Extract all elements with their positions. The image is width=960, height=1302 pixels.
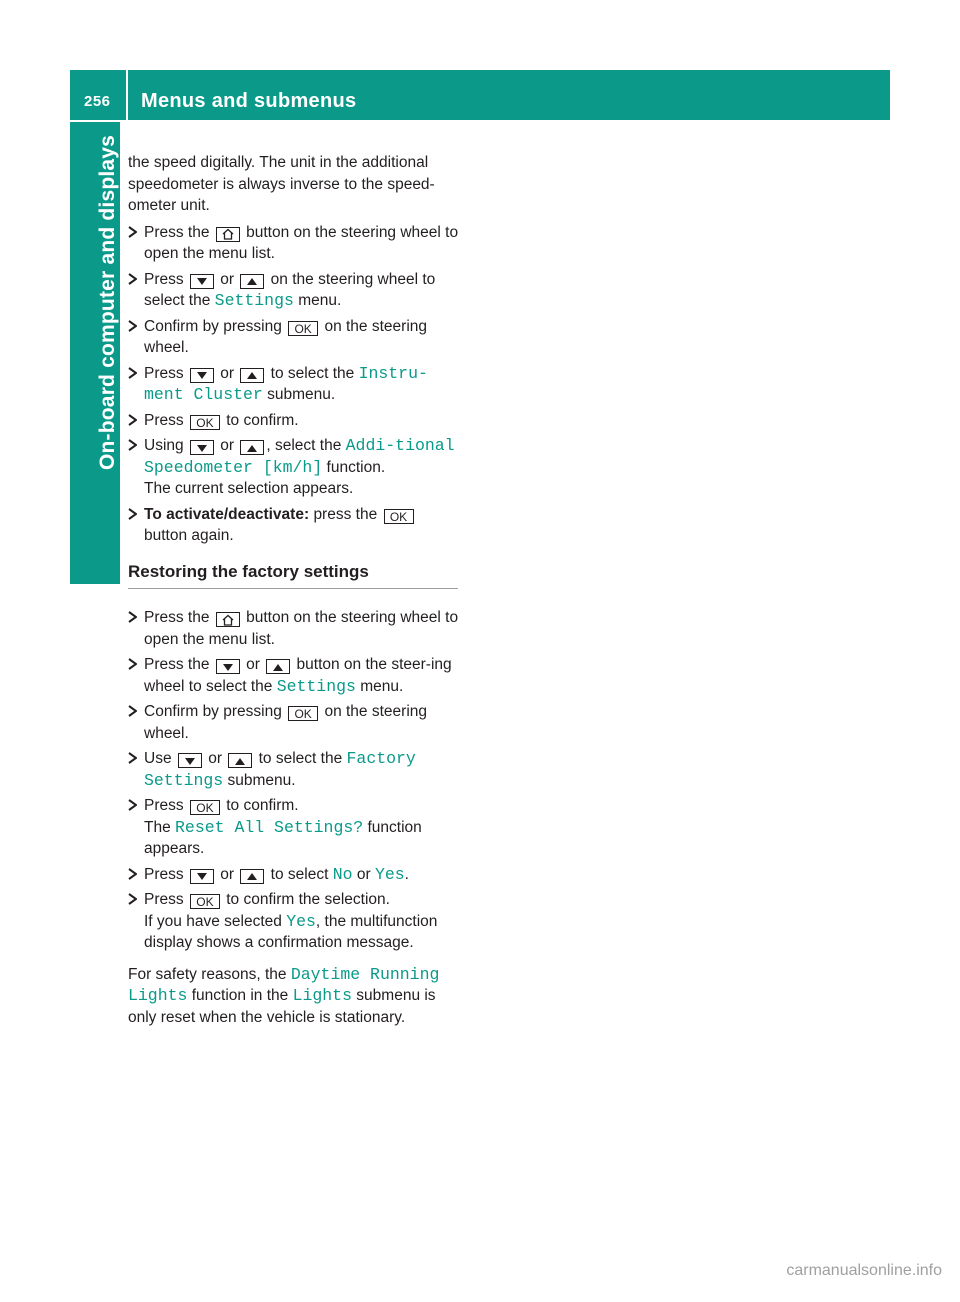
side-tab-label: On-board computer and displays — [96, 134, 119, 470]
up-arrow-icon — [240, 274, 264, 289]
option-no: No — [332, 864, 353, 884]
footer-note: For safety reasons, the Daytime Running Lights function in the Lights submenu is only reset when the vehicle is stationary. — [128, 964, 440, 1026]
down-arrow-icon — [190, 274, 214, 289]
up-arrow-icon — [240, 869, 264, 884]
ok-key: OK — [288, 321, 318, 336]
step-arrow-icon — [128, 797, 137, 813]
step-arrow-icon — [128, 750, 137, 766]
page-number: 256 — [84, 93, 111, 110]
option-yes: Yes — [286, 911, 316, 931]
watermark: carmanualsonline.info — [786, 1262, 942, 1279]
function-reset-all: Reset All Settings? — [175, 817, 364, 837]
list-item: Press the button on the steering wheel to open the menu list. — [128, 222, 462, 265]
function-daytime-running-lights: Daytime Running Lights — [128, 964, 440, 1005]
ok-key: OK — [288, 706, 318, 721]
down-arrow-icon — [178, 753, 202, 768]
list-item: Confirm by pressing OK on the steering wheel. — [128, 316, 462, 359]
step-arrow-icon — [128, 412, 137, 428]
ok-key: OK — [190, 800, 220, 815]
header-divider — [126, 70, 128, 120]
list-item: Use or to select the Factory Settings submenu. — [128, 748, 462, 791]
down-arrow-icon — [190, 440, 214, 455]
step-arrow-icon — [128, 866, 137, 882]
step-arrow-icon — [128, 271, 137, 287]
list-item: Confirm by pressing OK on the steering wheel. — [128, 701, 462, 744]
list-item: Press the or button on the steer-ing wheel to select the Settings menu. — [128, 654, 462, 697]
list-item: To activate/deactivate: press the OK button again. — [128, 504, 462, 547]
step-arrow-icon — [128, 224, 137, 240]
ok-key: OK — [190, 415, 220, 430]
intro-paragraph: the speed digitally. The unit in the additional speedometer is always inverse to the speed-ometer unit. — [128, 154, 435, 214]
step-arrow-icon — [128, 609, 137, 625]
list-item: Using or , select the Addi-tional Speedometer [km/h] function. The current selection appears. — [128, 435, 462, 500]
page-header — [70, 70, 890, 120]
list-item: Press or to select No or Yes. — [128, 864, 462, 886]
up-arrow-icon — [240, 368, 264, 383]
down-arrow-icon — [216, 659, 240, 674]
content-column — [128, 152, 462, 1033]
page-title: Menus and submenus — [141, 90, 357, 112]
home-icon — [216, 227, 240, 242]
down-arrow-icon — [190, 368, 214, 383]
option-yes: Yes — [374, 864, 405, 884]
up-arrow-icon — [240, 440, 264, 455]
section-heading: Restoring the factory settings — [128, 561, 458, 590]
list-item: Press the button on the steering wheel to open the menu list. — [128, 607, 462, 650]
step-arrow-icon — [128, 437, 137, 453]
step-arrow-icon — [128, 703, 137, 719]
up-arrow-icon — [228, 753, 252, 768]
step-arrow-icon — [128, 318, 137, 334]
list-item: Press or on the steering wheel to select the Settings menu. — [128, 269, 462, 312]
step-arrow-icon — [128, 891, 137, 907]
ok-key: OK — [190, 894, 220, 909]
side-tab — [70, 122, 120, 584]
menu-instrument-cluster: Instru-ment Cluster — [144, 363, 428, 404]
submenu-lights: Lights — [292, 986, 352, 1005]
list-item: Press or to select the Instru-ment Cluster submenu. — [128, 363, 462, 406]
menu-additional-speedometer: Addi-tional Speedometer [km/h] — [144, 436, 455, 477]
up-arrow-icon — [266, 659, 290, 674]
down-arrow-icon — [190, 869, 214, 884]
list-item: Press OK to confirm. The Reset All Settings? function appears. — [128, 795, 462, 860]
ok-key: OK — [384, 509, 414, 524]
step-arrow-icon — [128, 506, 137, 522]
step-arrow-icon — [128, 656, 137, 672]
menu-settings: Settings — [214, 291, 294, 310]
menu-settings: Settings — [276, 676, 356, 696]
list-item: Press OK to confirm the selection. If you have selected Yes, the multifunction display shows a confirmation message. — [128, 889, 462, 954]
menu-factory-settings: Factory Settings — [144, 749, 416, 790]
list-item: Press OK to confirm. — [128, 410, 462, 432]
step-arrow-icon — [128, 365, 137, 381]
home-icon — [216, 612, 240, 627]
